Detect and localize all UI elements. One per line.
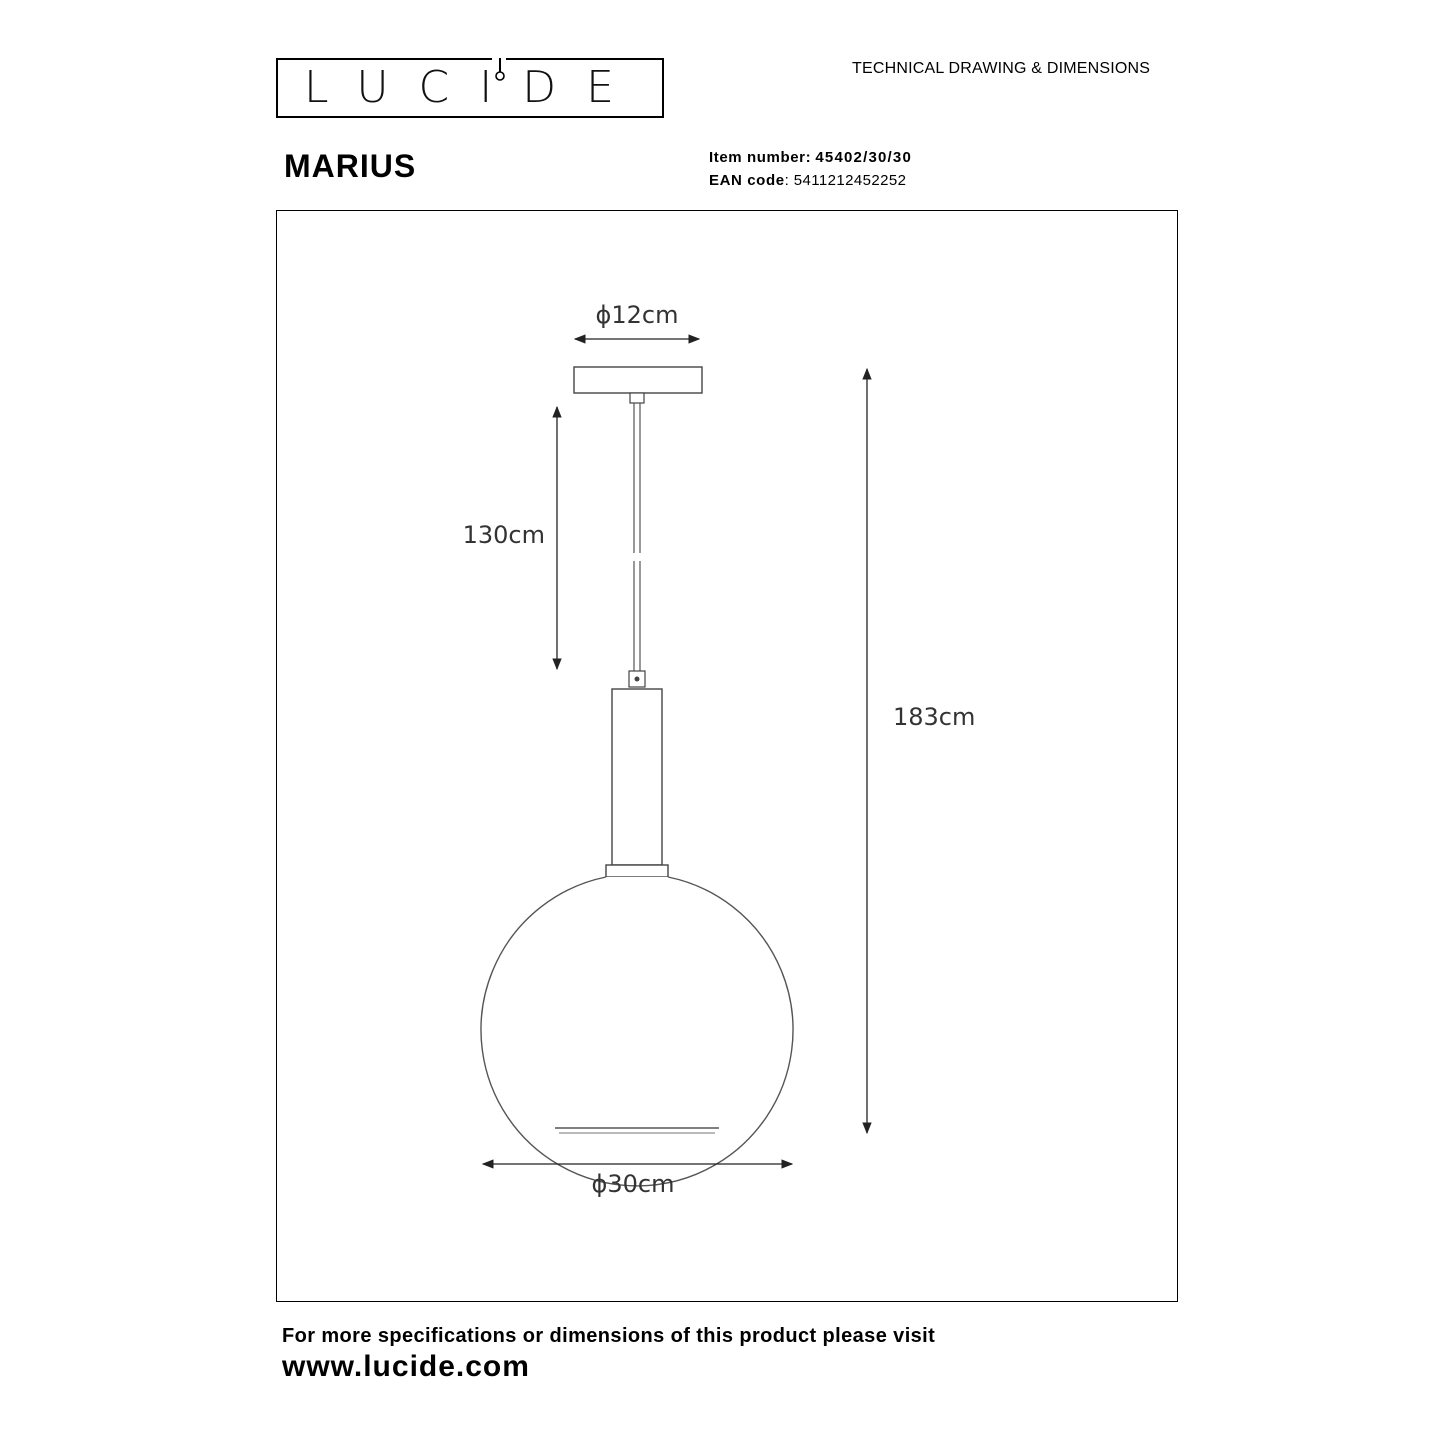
ceiling-canopy bbox=[574, 367, 702, 393]
ean-value: : 5411212452252 bbox=[784, 172, 907, 189]
shade-diameter-label: ϕ30cm bbox=[591, 1170, 675, 1198]
cable-grip-screw bbox=[635, 677, 640, 682]
footer-note: For more specifications or dimensions of this product please visit bbox=[282, 1325, 936, 1347]
technical-drawing bbox=[277, 211, 1179, 1303]
lamp-stem bbox=[612, 689, 662, 865]
document-type: TECHNICAL DRAWING & DIMENSIONS bbox=[852, 60, 1151, 77]
item-number-value: 45402/30/30 bbox=[815, 149, 913, 166]
ean-label: EAN code bbox=[709, 172, 785, 189]
canopy-diameter-label: ϕ12cm bbox=[595, 301, 679, 329]
brand-logo bbox=[276, 58, 664, 118]
canopy-connector bbox=[630, 393, 644, 403]
item-number-label: Item number: bbox=[709, 149, 812, 166]
drawing-frame bbox=[276, 210, 1178, 1302]
ean-line bbox=[709, 172, 906, 189]
stem-collar bbox=[606, 865, 668, 877]
brand-wordmark: LUCIDE bbox=[304, 62, 644, 113]
total-height-label: 183cm bbox=[893, 703, 976, 731]
glass-globe-shade bbox=[481, 877, 793, 1186]
product-name: MARIUS bbox=[284, 148, 417, 184]
cable-length-label: 130cm bbox=[462, 521, 545, 549]
item-number-line bbox=[709, 149, 912, 166]
website-link[interactable]: www.lucide.com bbox=[282, 1350, 530, 1383]
